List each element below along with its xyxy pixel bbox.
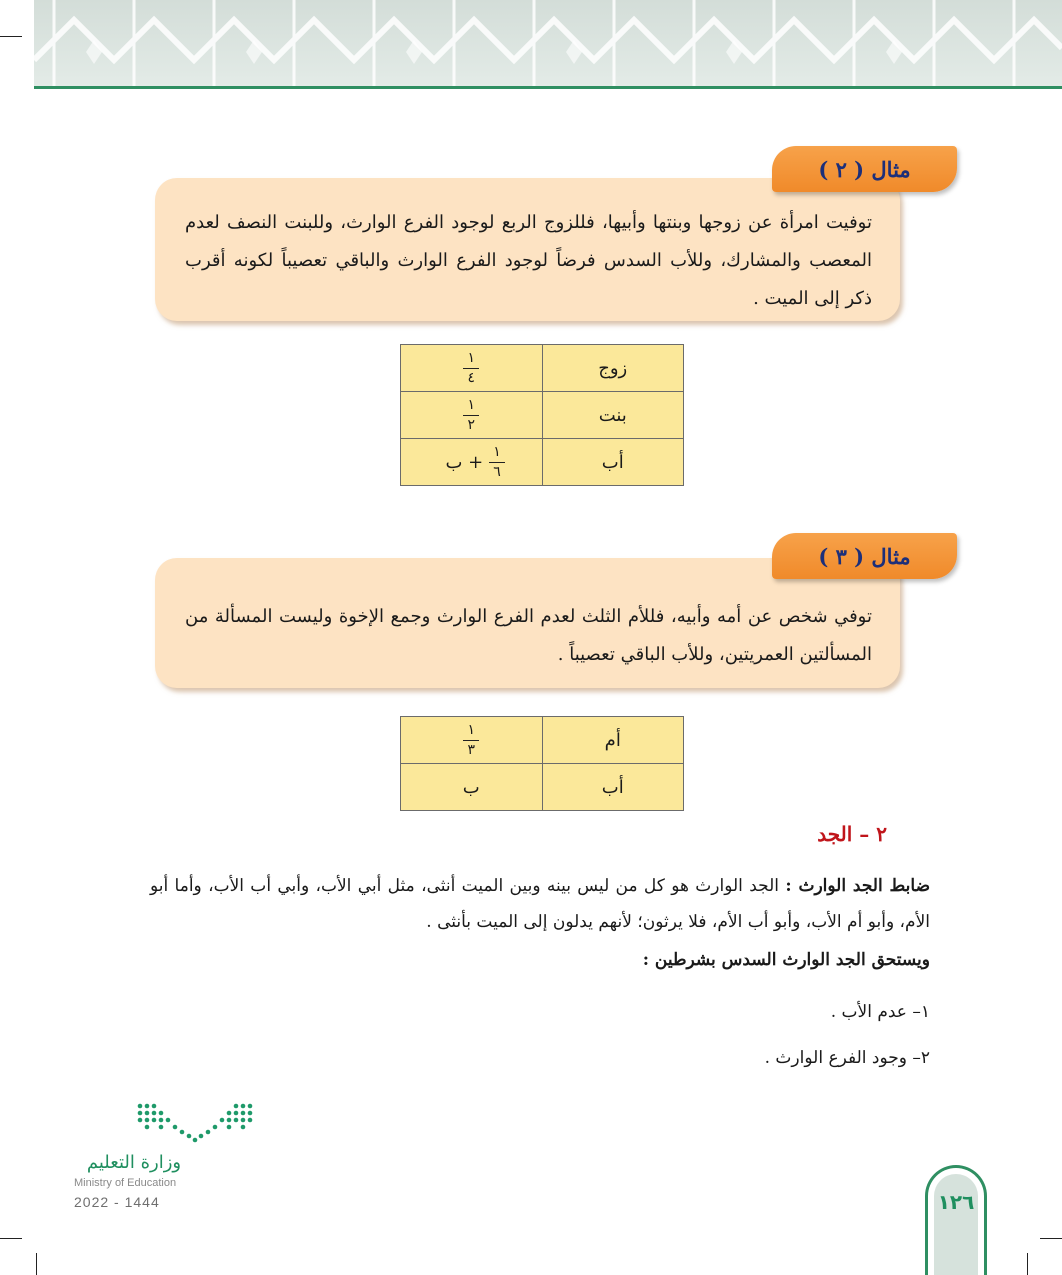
fraction: [463, 723, 479, 758]
geometric-pattern-icon: [34, 0, 1062, 86]
fraction: [463, 351, 479, 386]
example-2-text: توفيت امرأة عن زوجها وبنتها وأبيها، فللزوج الربع لوجود الفرع الوارث، وللبنت النصف لعدم المعصب والمشارك، وللأب السدس فرضاً لوجود الفرع الوارث والباقي تعصيباً لكونه أقرب ذكر إلى الميت .: [185, 212, 872, 309]
heir-cell: أب: [542, 439, 684, 486]
condition-item: ١– عدم الأب .: [830, 1002, 930, 1022]
example-2-box: [155, 178, 900, 321]
example-3-label-text: مثال ( ٣ ): [818, 543, 911, 569]
ministry-dots-icon: [134, 1100, 256, 1146]
share-cell: [401, 439, 543, 486]
table-row: [401, 439, 684, 486]
crop-mark: [1027, 1253, 1028, 1275]
example-3-text: توفي شخص عن أمه وأبيه، فللأم الثلث لعدم الفرع الوارث وجمع الإخوة وليست المسألة من المسألتين العمريتين، وللأب الباقي تعصيباً .: [185, 606, 872, 665]
residue-share: + ب: [445, 451, 484, 473]
fraction: [463, 398, 479, 433]
fraction-denominator: ٤: [467, 369, 476, 386]
heir-cell: أم: [542, 717, 684, 764]
page-number-tab: [925, 1165, 987, 1275]
fraction-numerator: ١: [467, 396, 476, 413]
fraction-denominator: ٣: [467, 741, 476, 758]
share-cell: ب: [401, 764, 543, 811]
fraction-denominator: ٢: [467, 416, 476, 433]
table-row: [401, 764, 684, 811]
crop-mark: [0, 1238, 22, 1239]
page-number: ١٢٦: [937, 1190, 975, 1214]
rule-text: الجد الوارث هو كل من ليس بينه وبين الميت أنثى، مثل أبي الأب، وأبي أب الأب، وأما أبو الأم، وأبو أم الأب، وأبو أب الأم، فلا يرثون؛ لأنهم يدلون إلى الميت بأنثى .: [150, 876, 930, 932]
edition-year: 2022 - 1444: [74, 1194, 160, 1210]
rule-paragraph: [150, 868, 930, 940]
crop-mark: [36, 1253, 37, 1275]
fraction-denominator: ٦: [493, 463, 501, 480]
fraction-numerator: ١: [493, 443, 501, 460]
table-row: [401, 717, 684, 764]
example-3-table: [400, 716, 684, 811]
example-2-table: [400, 344, 684, 486]
fraction-numerator: ١: [467, 721, 476, 738]
crop-mark: [0, 36, 22, 37]
section-title: ٢ – الجد: [817, 822, 887, 846]
ministry-name-en: Ministry of Education: [74, 1177, 177, 1189]
table-row: [401, 392, 684, 439]
condition-item: ٢– وجود الفرع الوارث .: [764, 1048, 930, 1068]
share-cell: [401, 717, 543, 764]
heir-cell: أب: [542, 764, 684, 811]
conditions-heading: ويستحق الجد الوارث السدس بشرطين :: [642, 950, 930, 970]
ministry-name-ar: وزارة التعليم: [86, 1152, 182, 1173]
heir-cell: بنت: [542, 392, 684, 439]
fraction-numerator: ١: [467, 349, 476, 366]
crop-mark: [1040, 1238, 1062, 1239]
fraction: [489, 445, 505, 480]
example-3-label: [772, 533, 957, 579]
table-row: [401, 345, 684, 392]
share-cell: [401, 392, 543, 439]
rule-term: ضابط الجد الوارث :: [785, 876, 931, 896]
header-pattern-band: [34, 0, 1062, 89]
heir-cell: زوج: [542, 345, 684, 392]
share-cell: [401, 345, 543, 392]
example-2-label: [772, 146, 957, 192]
example-2-label-text: مثال ( ٢ ): [818, 156, 911, 182]
